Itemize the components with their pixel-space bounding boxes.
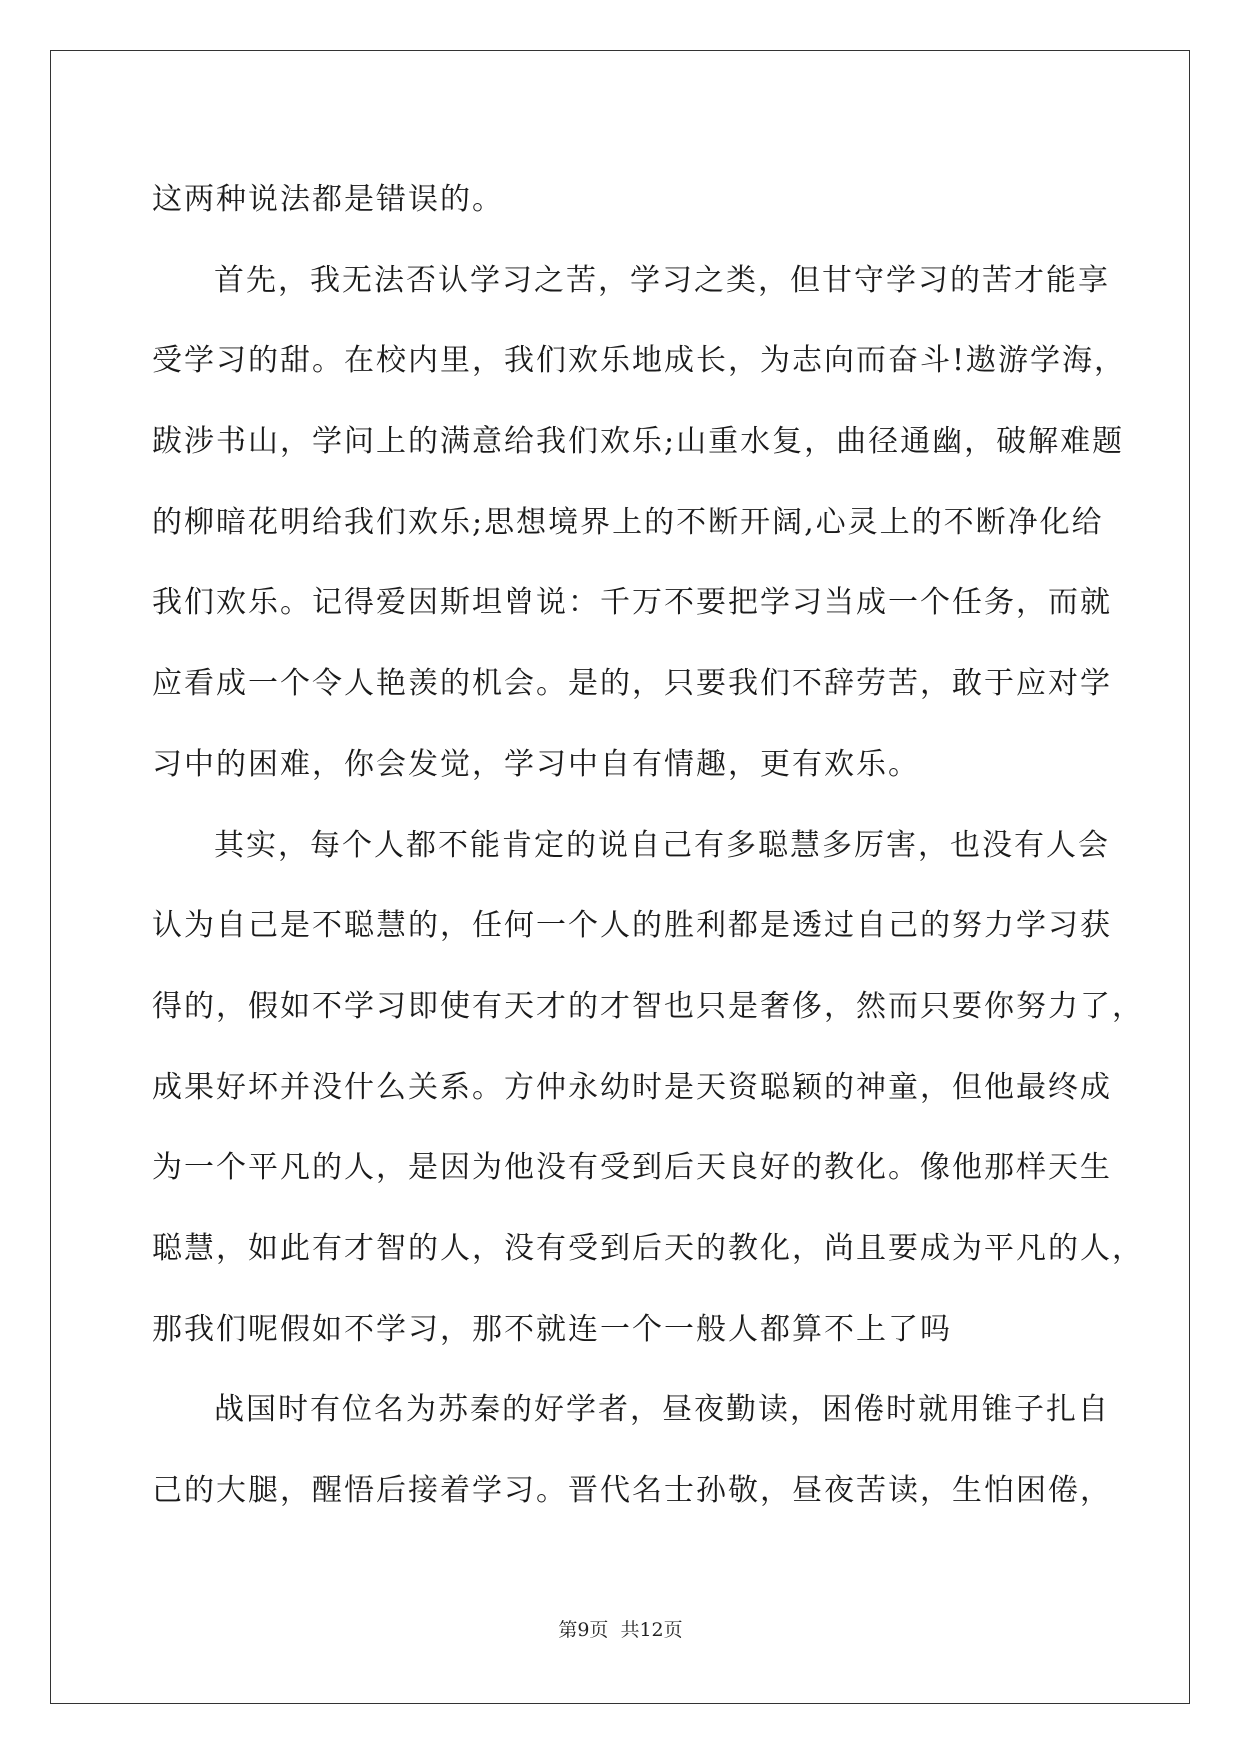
text-line: 应看成一个令人艳羡的机会。是的，只要我们不辞劳苦，敢于应对学 (152, 666, 1112, 702)
text-line: 我们欢乐。记得爱因斯坦曾说：千万不要把学习当成一个任务，而就 (152, 585, 1112, 621)
text-line: 其实，每个人都不能肯定的说自己有多聪慧多厉害，也没有人会 (214, 827, 1110, 863)
text-line: 受学习的甜。在校内里，我们欢乐地成长，为志向而奋斗!遨游学海， (152, 343, 1127, 379)
text-line: 这两种说法都是错误的。 (152, 182, 504, 217)
text-line: 为一个平凡的人，是因为他没有受到后天良好的教化。像他那样天生 (152, 1150, 1112, 1186)
page-footer (0, 1618, 1241, 1642)
text-line: 习中的困难，你会发觉，学习中自有情趣，更有欢乐。 (152, 746, 920, 782)
text-line: 成果好坏并没什么关系。方仲永幼时是天资聪颖的神童，但他最终成 (152, 1069, 1112, 1105)
text-line: 战国时有位名为苏秦的好学者，昼夜勤读，困倦时就用锥子扎自 (214, 1392, 1110, 1428)
text-line: 的柳暗花明给我们欢乐;思想境界上的不断开阔,心灵上的不断净化给 (152, 504, 1104, 540)
text-line: 聪慧，如此有才智的人，没有受到后天的教化，尚且要成为平凡的人， (152, 1230, 1144, 1266)
page-total: 共12页 (620, 1619, 683, 1641)
text-line: 首先，我无法否认学习之苦，学习之类，但甘守学习的苦才能享 (214, 262, 1110, 298)
text-line: 跋涉书山，学问上的满意给我们欢乐;山重水复，曲径通幽，破解难题 (152, 424, 1125, 460)
text-line: 那我们呢假如不学习，那不就连一个一般人都算不上了吗 (152, 1311, 952, 1347)
text-line: 得的，假如不学习即使有天才的才智也只是奢侈，然而只要你努力了， (152, 988, 1144, 1024)
page-number: 第9页 (558, 1619, 609, 1641)
document-body (152, 160, 1144, 1532)
text-line: 己的大腿，醒悟后接着学习。晋代名士孙敬，昼夜苦读，生怕困倦， (152, 1473, 1112, 1508)
text-line: 认为自己是不聪慧的，任何一个人的胜利都是透过自己的努力学习获 (152, 908, 1112, 944)
